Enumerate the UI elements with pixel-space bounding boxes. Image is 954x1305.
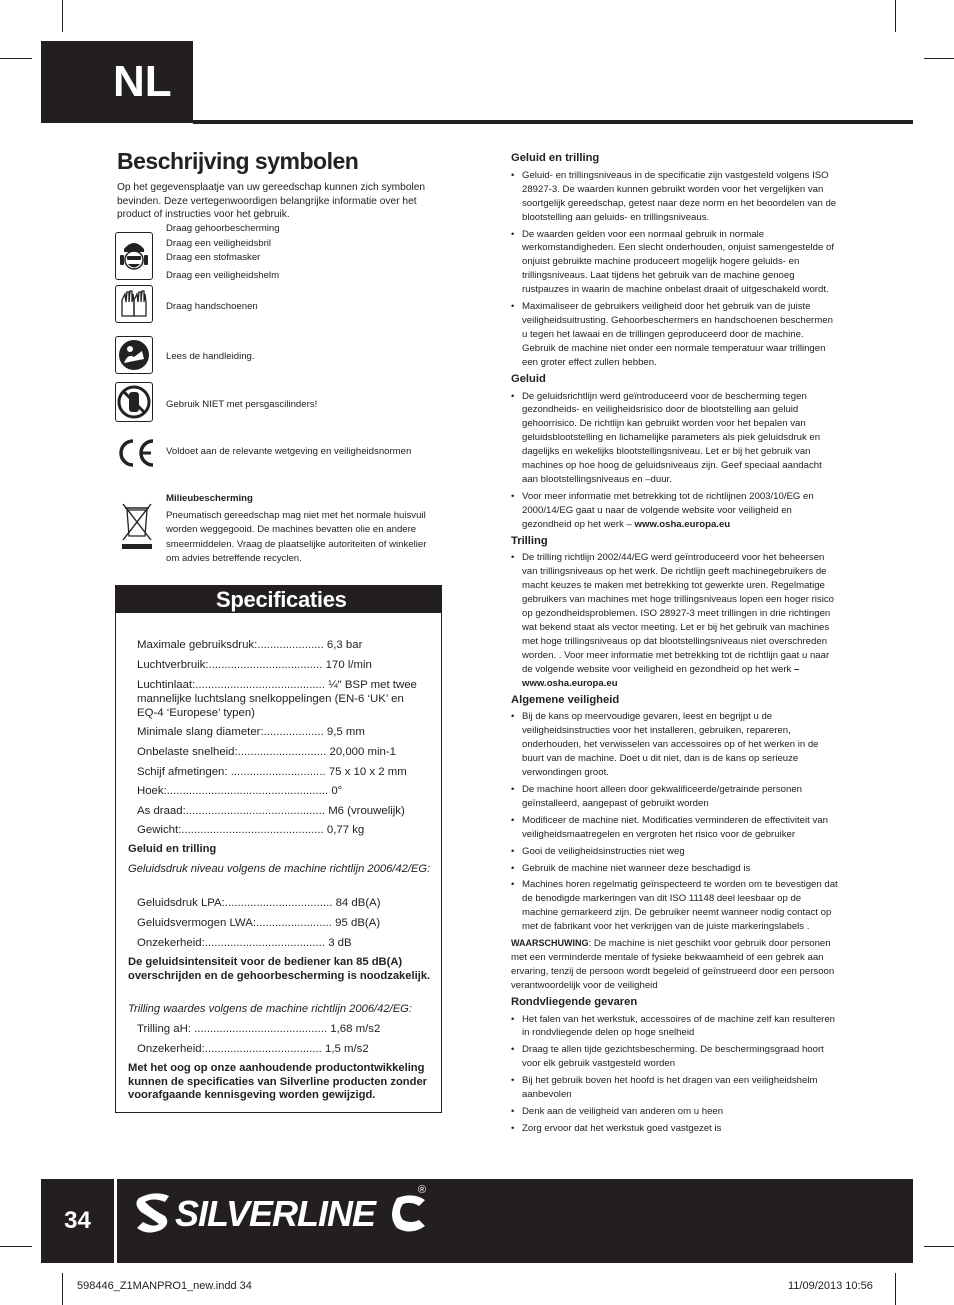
osha-link[interactable]: www.osha.europa.eu [634, 518, 731, 530]
environment-title: Milieubescherming [166, 493, 253, 504]
sound-title: Geluid en trilling [128, 843, 217, 855]
list-item: • De geluidsrichtlijn werd geïntroduceerd voor de bescherming tegen gezondheids- en veiligheidsrisico door de blootstelling aan geluid gehoorrisico. De richtlijn kan gebruikt worden voor het bepalen van geluidsblootstelling en lichamelijke parameters als piek geluidsdruk en dagelijks en wekelijks blootstellingsniveau. Let er bij het gebruik van machines op hoe hoog de geluidsniveaus zijn. Geef speciaal aandacht aan blootstellingsniveaus en –duur. [511, 390, 839, 487]
slug-date: 11/09/2013 10:56 [788, 1280, 873, 1292]
list-item: • Bij het gebruik boven het hoofd is het dragen van een veiligheidshelm aanbevolen [511, 1074, 839, 1102]
symbol-text: Draag een veiligheidshelm [166, 269, 280, 281]
spec-row: Minimale slang diameter:................... 9,5 mm [137, 726, 365, 738]
spec-row: As draad:............................................ M6 (vrouwelijk) [137, 805, 405, 817]
manual-icon [115, 336, 153, 374]
no-gas-cylinder-icon [115, 382, 153, 422]
list-item: • Voor meer informatie met betrekking tot de richtlijnen 2003/10/EG en 2000/14/EG gaat u naar de volgende website voor veiligheid en gezondheid op het werk – www.osha.europa.eu [511, 490, 839, 532]
spec-row: Maximale gebruiksdruk:..................... 6,3 bar [137, 639, 363, 651]
symbol-text: Draag gehoorbescherming [166, 223, 280, 234]
list-item: • Gooi de veiligheidsinstructies niet weg [511, 845, 839, 859]
safety-gear-icon [115, 232, 153, 280]
vibration-row: Trilling aH: .......................................... 1,68 m/s2 [137, 1023, 381, 1035]
section-title: Geluid en trilling [511, 152, 600, 164]
safety-column [511, 152, 839, 1139]
list-item: • Modificeer de machine niet. Modificaties verminderen de effectiviteit van veiligheidsmaatregelen en vergroten het risico voor de gebruiker [511, 814, 839, 842]
list-item: • Zorg ervoor dat het werkstuk goed vastgezet is [511, 1122, 839, 1136]
hearing-warning: De geluidsintensiteit voor de bediener kan 85 dB(A) overschrijden en de gehoorbescherming is noodzakelijk. [128, 956, 431, 982]
sound-subtitle: Geluidsdruk niveau volgens de machine richtlijn 2006/42/EG: [128, 863, 431, 875]
sound-row: Geluidsdruk LPA:.................................. 84 dB(A) [137, 897, 381, 909]
page-number: 34 [64, 1207, 91, 1234]
svg-text:SILVERLINE: SILVERLINE [175, 1193, 376, 1234]
spec-row: Luchtinlaat:......................................... ¼" BSP met twee mannelijke luchtslang snelkoppelingen (EN-6 ‘UK’ en EQ-4 ‘Europese’ typen) [137, 679, 417, 719]
list-item: • Maximaliseer de gebruikers veiligheid door het gebruik van de juiste veiligheidsuitrusting. Gehoorbeschermers en handschoenen beschermen u tegen het lawaai en de trillingen geproduceerd door de machine. Gebruik de machine niet onder een normale temperatuur waar trillingen een groter effect zullen hebben. [511, 300, 839, 370]
list-item: • Draag te allen tijde gezichtsbescherming. De beschermingsgraad hoort voor elk gebruik vastgesteld worden [511, 1043, 839, 1071]
vibration-row: Onzekerheid:..................................... 1,5 m/s2 [137, 1043, 369, 1055]
spec-row: Hoek:................................................... 0° [137, 785, 343, 797]
silverline-logo [135, 1184, 435, 1243]
spec-row: Gewicht:............................................. 0,77 kg [137, 824, 365, 836]
warning-paragraph: WAARSCHUWING: De machine is niet geschikt voor gebruik door personen met een verminderde mentale of fysieke bekwaamheid of een gebrek aan ervaring, tenzij de persoon wordt begeleid of geïnstrueerd door een persoon verantwoordelijk voor de veiligheid [511, 938, 835, 991]
section-title: Geluid [511, 372, 546, 385]
osha-link[interactable]: – www.osha.europa.eu [522, 663, 800, 689]
sound-row: Geluidsvermogen LWA:........................ 95 dB(A) [137, 917, 381, 929]
specs-footnote: Met het oog op onze aanhoudende productontwikkeling kunnen de specificaties van Silverline producten zonder voorafgaande kennisgeving worden gewijzigd. [128, 1062, 428, 1102]
symbol-text: Gebruik NIET met persgascilinders! [166, 399, 318, 410]
symbols-intro: Op het gegevensplaatje van uw gereedschap kunnen zich symbolen bevinden. Deze vertegenwoordigen belangrijke informatie over het product of instructies voor het gebruik. [117, 182, 426, 220]
section-title: Rondvliegende gevaren [511, 995, 638, 1008]
registered-mark: ® [418, 1184, 427, 1196]
spec-row: Luchtverbruik:.................................... 170 l/min [137, 659, 372, 671]
vibration-subtitle: Trilling waardes volgens de machine richtlijn 2006/42/EG: [128, 1003, 412, 1015]
section-title: Trilling [511, 534, 548, 547]
slug-filename: 598446_Z1MANPRO1_new.indd 34 [77, 1280, 252, 1292]
bullet-list [511, 1013, 839, 1136]
specifications-box [115, 585, 442, 1113]
list-item: • De machine hoort alleen door gekwalificeerde/getrainde personen geïnstalleerd, aangepast of gebruikt worden [511, 783, 839, 811]
language-tab [41, 41, 193, 123]
list-item: • De trilling richtlijn 2002/44/EG werd geïntroduceerd voor het beheersen van trillingsniveaus op het werk. De richtlijn geeft machinegebruikers de macht keuzes te maken met betrekking tot gewerkte uren. Regelmatige gebruikers van machines met hoge trillingsniveaus lopen een hoger risico op gezondheidsproblemen. ISO 28927-3 meet trillingen in drie richtingen wat bekend staat als vector meeting. Let er bij het gebruik van machines met hoge trillingsniveaus op dat blootstellingsniveaus niet overschreden worden. . Voor meer informatie met betrekking tot de richtlijn gaat u naar de volgende website voor veiligheid en gezondheid op het werk – www.osha.europa.eu [511, 551, 839, 690]
list-item: • Het falen van het werkstuk, accessoires of de machine zelf kan resulteren in rondvliegende delen op hoge snelheid [511, 1013, 839, 1041]
list-item: • De waarden gelden voor een normaal gebruik in normale werkomstandigheden. Een slecht onderhouden, onjuist samengestelde of onjuist gebruikte machine produceert mogelijk hogere geluids- en trillingsniveaus. Laat tijdens het gebruik van de machine genoeg rustpauzes in waarin de machine onbelast draait of uitgeschakeld wordt. [511, 228, 839, 298]
header-rule [193, 120, 913, 124]
list-item: • Geluid- en trillingsniveaus in de specificatie zijn vastgesteld volgens ISO 28927-3. De waarden kunnen gebruikt worden voor het vergelijken van soortgelijk gereedschap, getest naar deze norm en het beoordelen van de blootstelling aan geluids- en trillingsniveaus. [511, 169, 839, 225]
symbol-text: Draag een stofmasker [166, 252, 261, 263]
list-item: • Bij de kans op meervoudige gevaren, leest en begrijpt u de veiligheidsinstructies voor het installeren, gebruiken, repareren, onderhouden, het verwisselen van accessoires op of het werken in de buurt van de machine. Doet u dit niet, dan is de kans op serieuze verwondingen groot. [511, 710, 839, 780]
bullet-list [511, 710, 839, 934]
environment-text: Pneumatisch gereedschap mag niet met het normale huisvuil worden weggegooid. De machines bevatten olie en andere smeermiddelen. Vraag de plaatselijke autoriteiten of winkelier om advies betreffende recyclen. [166, 509, 427, 564]
symbol-text: Lees de handleiding. [166, 351, 255, 362]
spec-row: Onbelaste snelheid:............................ 20,000 min-1 [137, 746, 396, 758]
specifications-title: Specificaties [116, 586, 441, 613]
bullet-list [511, 551, 839, 690]
list-item: • Gebruik de machine niet wanneer deze beschadigd is [511, 862, 839, 876]
symbol-text: Voldoet aan de relevante wetgeving en veiligheidsnormen [166, 446, 412, 457]
gloves-icon [115, 285, 153, 323]
symbols-section [117, 148, 443, 222]
section-title: Algemene veiligheid [511, 693, 620, 706]
bullet-list [511, 390, 839, 532]
language-label: NL [113, 57, 172, 106]
spec-row: Schijf afmetingen: .............................. 75 x 10 x 2 mm [137, 766, 407, 778]
sound-row: Onzekerheid:...................................... 3 dB [137, 937, 352, 949]
symbols-title: Beschrijving symbolen [117, 148, 359, 174]
bullet-list [511, 169, 839, 370]
list-item: • Denk aan de veiligheid van anderen om u heen [511, 1105, 839, 1119]
ce-mark-icon [115, 436, 157, 470]
footer-divider [114, 1179, 117, 1263]
weee-bin-icon [119, 500, 155, 552]
symbol-text: Draag een veiligheidsbril [166, 237, 272, 249]
list-item: • Machines horen regelmatig geïnspecteerd te worden om te bevestigen dat de benodigde markeringen van dit ISO 11148 deel leesbaar op de machine gemarkeerd zijn. De gebruiker neemt wanneer nodig contact op met de fabrikant voor het verkrijgen van de juiste markeringslabels . [511, 878, 839, 934]
symbol-text: Draag handschoenen [166, 301, 258, 312]
